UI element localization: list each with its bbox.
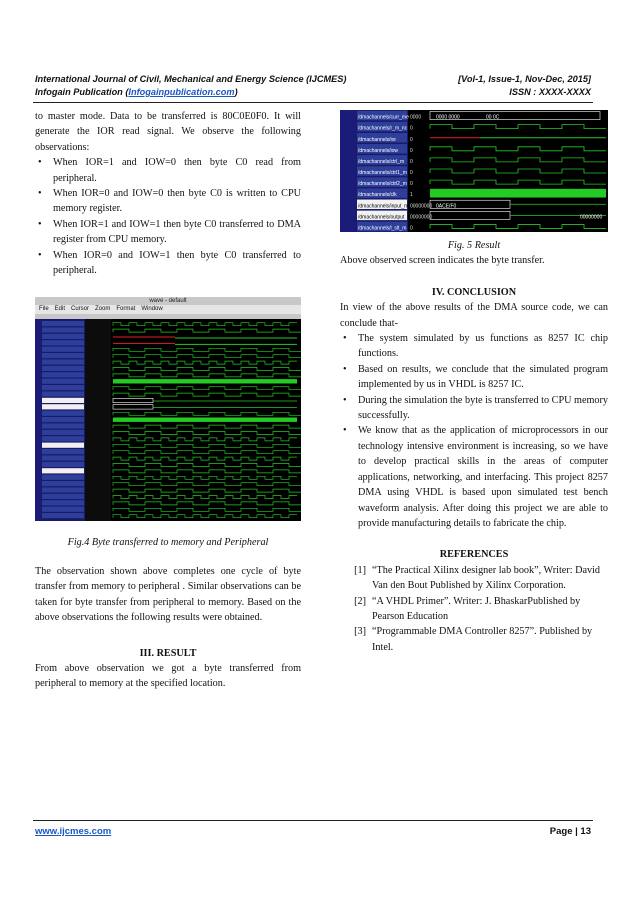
fig4-caption: Fig.4 Byte transferred to memory and Peripheral (67, 537, 269, 548)
signal-value: 0 (410, 136, 413, 143)
journal-title: International Journal of Civil, Mechanical and Energy Science (IJCMES) (35, 74, 347, 84)
right-column (340, 238, 608, 655)
list-item: • Based on results, we conclude that the simulated program implemented by us in VHDL is 8257 IC. (340, 362, 608, 393)
conclusion-intro: In view of the above results of the DMA source code, we can conclude that- (340, 302, 608, 329)
website-link[interactable]: www.ijcmes.com (35, 826, 112, 837)
list-item: • When IOR=0 and IOW=0 then byte C0 is written to CPU memory register. (35, 186, 301, 217)
menu-window[interactable]: Window (141, 306, 163, 312)
fig5-caption: Fig. 5 Result (447, 240, 501, 251)
bus-value-label: 00 0C (486, 114, 500, 121)
reference-item: [3] “Programmable DMA Controller 8257”. Published by Intel. (354, 626, 593, 653)
issn: ISSN : XXXX-XXXX (509, 87, 591, 97)
conclusion-list (340, 331, 608, 531)
signal-label: /dmachannels/iow (358, 147, 399, 154)
signal-value: 0 (410, 181, 413, 188)
fig4-waveform (35, 297, 301, 521)
page-footer (35, 826, 591, 837)
bus-value-label: 00000000 (580, 214, 603, 221)
left-column-bottom (35, 564, 301, 692)
intro-paragraph: to master mode. Data to be transferred is 80C0E0F0. It will generate the IOR read signal. We observe the following observations: (35, 111, 301, 153)
volume-info: [Vol-1, Issue-1, Nov-Dec, 2015] (458, 74, 591, 84)
list-item: • The system simulated by us functions as 8257 IC chip functions. (340, 331, 608, 362)
signal-value: 0 (410, 158, 413, 165)
signal-value: 00000000 (410, 203, 433, 210)
list-item: • When IOR=0 and IOW=1 then byte C0 transferred to peripheral. (35, 248, 301, 279)
signal-value: 0 (410, 170, 413, 177)
fig5-waveform (340, 110, 608, 232)
reference-item: [2] “A VHDL Primer”. Writer: J. BhaskarPublished by Pearson Education (354, 595, 581, 622)
signal-label: /dmachannels/ctrl1_m (358, 170, 407, 177)
footer-rule (33, 820, 593, 821)
observation-list (35, 155, 301, 278)
signal-value: 0 (410, 147, 413, 154)
publisher-link[interactable]: Infogainpublication.com (128, 87, 235, 97)
fig4-menubar (39, 305, 163, 314)
signal-value: 0 (410, 125, 413, 132)
menu-file[interactable]: File (39, 306, 49, 312)
menu-zoom[interactable]: Zoom (95, 306, 111, 312)
signal-value: 00000000 (410, 214, 433, 221)
menu-edit[interactable]: Edit (54, 306, 66, 312)
bus-value-label: 0000 0000 (436, 114, 460, 121)
observation-paragraph: The observation shown above completes one cycle of byte transfer from memory to peripheral . Similar observations can be taken for byte transfer from peripheral to memory. Based on the above observations the following results were obtained. (35, 566, 301, 624)
signal-label: /dmachannels/ctrl_m (358, 158, 405, 165)
menu-format[interactable]: Format (116, 306, 136, 312)
signal-label: /dmachannels/clk (358, 192, 397, 199)
conclusion-heading: IV. CONCLUSION (431, 286, 517, 298)
reference-item: [1] “The Practical Xilinx designer lab book”, Writer: David Van den Bout Published by Xilinx Corporation. (354, 564, 600, 592)
publisher: Infogain Publication (Infogainpublication.com) (35, 87, 238, 97)
list-item: • During the simulation the byte is transferred to CPU memory successfully. (340, 393, 608, 424)
fig4-window-title: wave - default (149, 298, 187, 304)
page-number: Page | 13 (549, 826, 591, 837)
references-list (340, 563, 608, 655)
menu-cursor[interactable]: Cursor (71, 306, 90, 312)
signal-label: /dmachannels/input_m (358, 203, 409, 210)
fig5-text: Above observed screen indicates the byte transfer. (340, 255, 545, 267)
signal-value: 1 (410, 192, 413, 199)
signal-label: /dmachannels/l_slt_m (358, 225, 407, 232)
signal-label: /dmachannels/ior (358, 136, 397, 143)
left-column-top (35, 109, 301, 278)
journal-header (35, 73, 591, 99)
signal-label: /dmachannels/ctrl2_m (358, 181, 407, 188)
header-rule (33, 102, 593, 103)
result-paragraph: From above observation we got a byte transferred from peripheral to memory at the specified location. (35, 663, 301, 690)
signal-label: /dmachannels/output (358, 214, 405, 221)
bus-value-label: 0ACE/F0 (436, 203, 457, 210)
result-heading: III. RESULT (139, 647, 197, 659)
list-item: • When IOR=1 and IOW=0 then byte C0 read from peripheral. (35, 155, 301, 186)
signal-label: /dmachannels/r_m_nc (358, 125, 408, 132)
signal-value: 0000 (410, 114, 422, 121)
signal-value: 0 (410, 225, 413, 232)
list-item: • We know that as the application of microprocessors in our technology intensive environment is increasing, so we have to develop practical skills in the areas of computer applications, networking, and interfacing. This project 8257 DMA using VHDL is based upon simulated test bench waveform analysis. After doing this project we are able to provide manufacturing details to fabricate the chip. (340, 423, 608, 531)
list-item: • When IOR=1 and IOW=1 then byte C0 transferred to DMA register from CPU memory. (35, 217, 301, 248)
signal-label: /dmachannels/curr_me (358, 114, 409, 121)
references-heading: REFERENCES (439, 549, 509, 561)
